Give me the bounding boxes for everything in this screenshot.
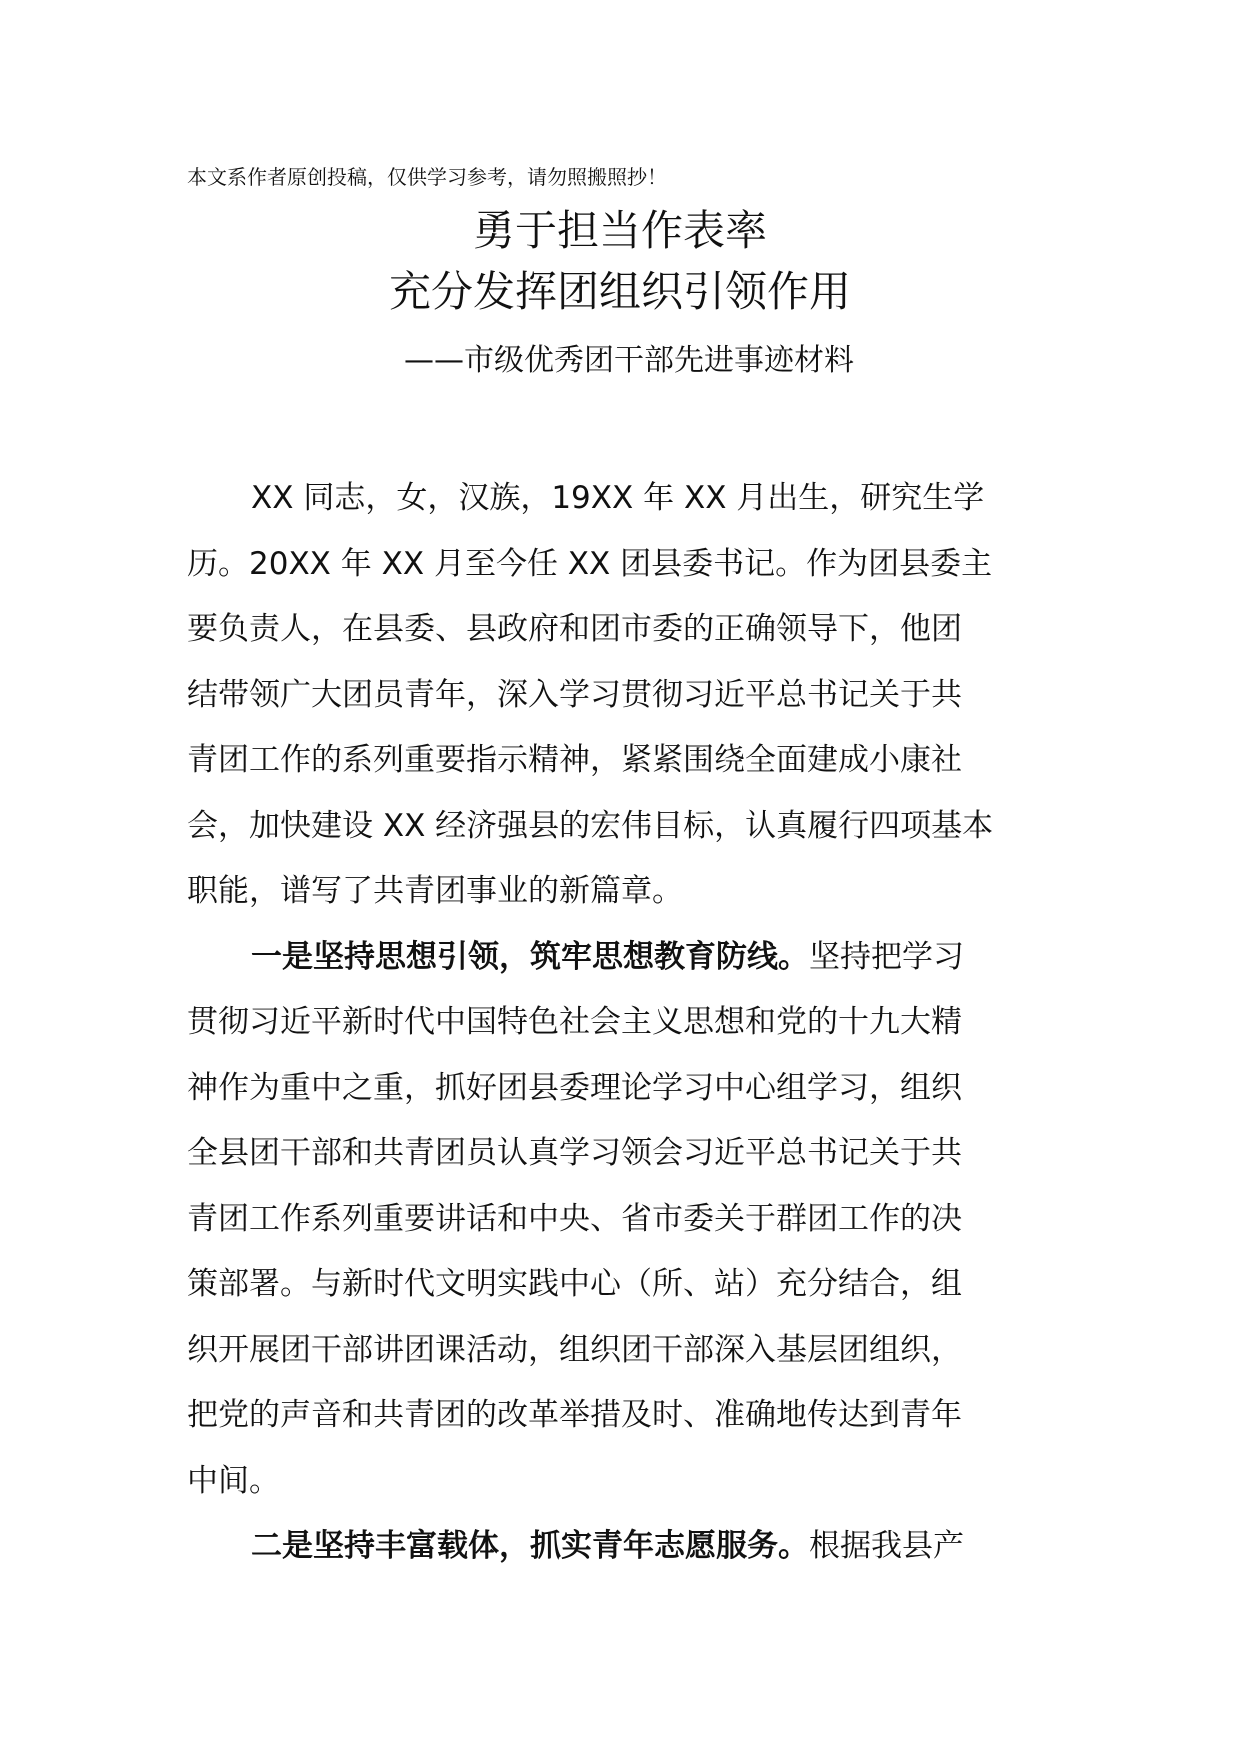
paragraph-1-line: 历。20XX 年 XX 月至今任 XX 团县委书记。作为团县委主 (187, 545, 993, 582)
paragraph-1-line: 结带领广大团员青年，深入学习贯彻习近平总书记关于共 (187, 676, 962, 713)
body-text (187, 466, 1057, 1580)
paragraph-2-line: 全县团干部和共青团员认真学习领会习近平总书记关于共 (187, 1135, 962, 1171)
paragraph-2-line: 贯彻习近平新时代中国特色社会主义思想和党的十九大精 (187, 1004, 962, 1040)
paragraph-2-first-line (187, 925, 1057, 991)
paragraph-3-line: 根据我县产 (809, 1528, 964, 1564)
paragraph-2-line: 青团工作系列重要讲话和中央、省市委关于群团工作的决 (187, 1200, 962, 1237)
paragraph-2-line: 中间。 (187, 1462, 280, 1499)
paragraph-1-line: 会，加快建设 XX 经济强县的宏伟目标，认真履行四项基本 (187, 807, 994, 844)
paragraph-1-line: XX 同志，女，汉族，19XX 年 XX 月出生，研究生学 (251, 480, 985, 516)
document-title-line2: 充分发挥团组织引领作用 (388, 267, 851, 316)
paragraph-3-first-line (187, 1514, 1057, 1580)
paragraph-2-lead: 一是坚持思想引领，筑牢思想教育防线。 (251, 938, 809, 975)
paragraph-1-line: 职能，谱写了共青团事业的新篇章。 (187, 873, 683, 909)
paragraph-1-line: 要负责人，在县委、县政府和团市委的正确领导下，他团 (187, 611, 962, 647)
document-subtitle: ——市级优秀团干部先进事迹材料 (404, 343, 854, 378)
paragraph-2-line: 坚持把学习 (809, 938, 964, 975)
copyright-notice: 本文系作者原创投稿，仅供学习参考，请勿照搬照抄！ (187, 165, 667, 189)
paragraph-1-line: 青团工作的系列重要指示精神，紧紧围绕全面建成小康社 (187, 742, 962, 778)
paragraph-2-line: 神作为重中之重，抓好团县委理论学习中心组学习，组织 (187, 1069, 962, 1106)
document-title-line1: 勇于担当作表率 (472, 206, 767, 255)
paragraph-2-line: 织开展团干部讲团课活动，组织团干部深入基层团组织， (187, 1331, 962, 1368)
paragraph-2-line: 策部署。与新时代文明实践中心（所、站）充分结合，组 (187, 1266, 962, 1302)
paragraph-2-line: 把党的声音和共青团的改革举措及时、准确地传达到青年 (187, 1397, 962, 1433)
paragraph-3-lead: 二是坚持丰富载体，抓实青年志愿服务。 (251, 1528, 809, 1564)
